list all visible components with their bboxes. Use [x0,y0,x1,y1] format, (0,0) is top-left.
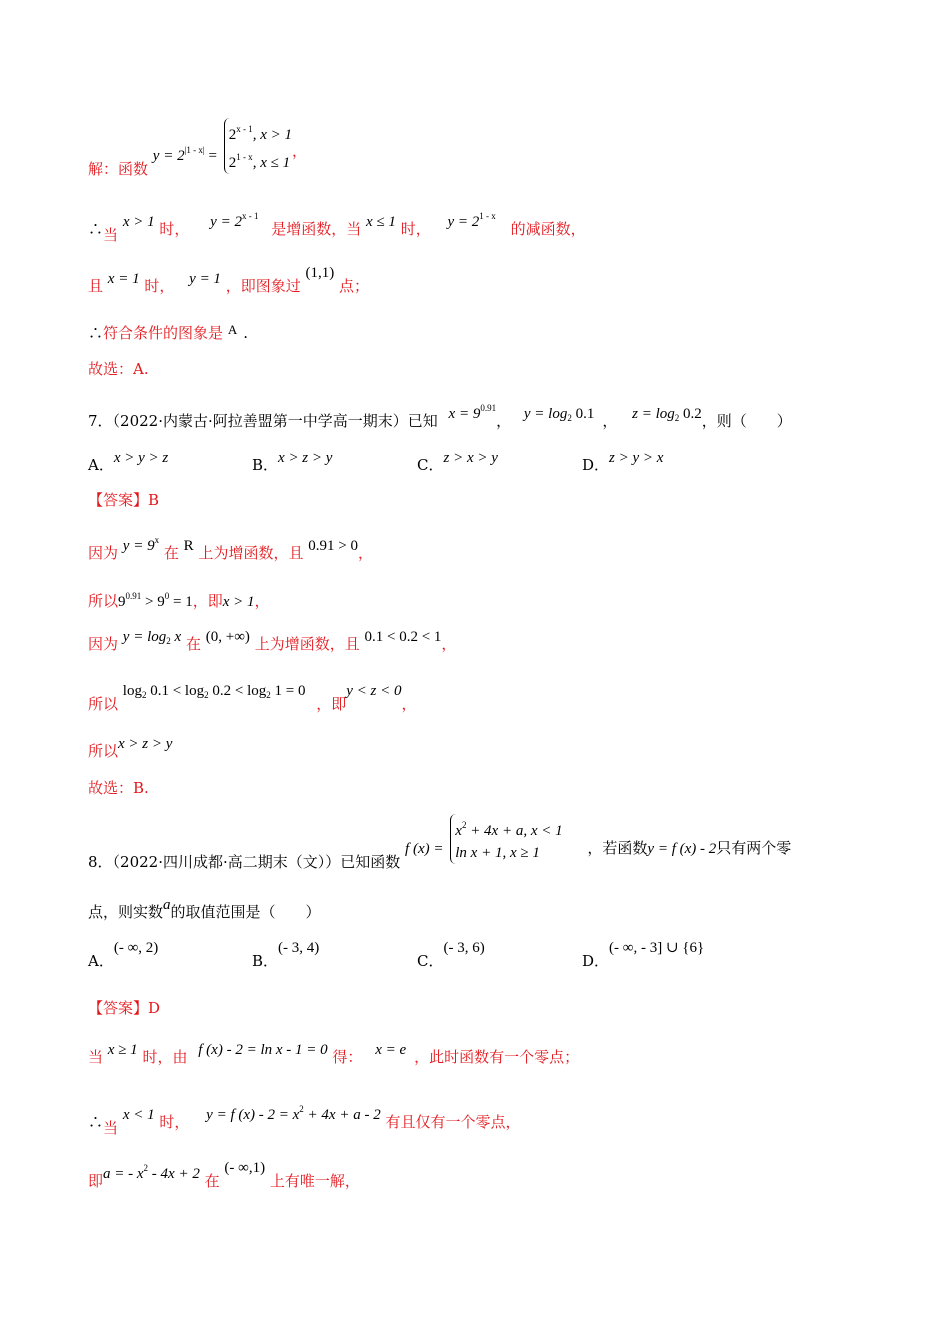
q8-stem-text: 只有两个零 [716,839,792,857]
math-expr: x = e [375,1042,407,1058]
option-label: A． [88,952,114,970]
sol6-line2 [88,211,586,244]
math-expr: x > 1 [222,594,255,610]
sol-text: 所以 [88,592,119,610]
piecewise-brace [224,118,292,174]
math-expr: x < 1 [122,1107,155,1123]
punct: ， [602,412,618,430]
sol6-text: 解：函数 [88,160,149,178]
sol-text: 在 [204,1172,220,1190]
math-expr: x > z > y [118,736,173,752]
math-expr: $y = 2^{|1 - x|}$ = [152,145,217,164]
q8-option-c[interactable] [417,940,485,971]
q7-stem [88,403,792,436]
option-value: x > z > y [278,450,333,466]
q8-option-a[interactable] [88,940,159,971]
option-label: C． [417,952,444,970]
math-expr: y < z < 0 [346,683,402,699]
math-expr: $y = \log_2 x$ [122,629,182,646]
sol-text: ， [254,592,270,610]
sol-text: 时， [159,1113,190,1131]
math-expr: $y = \log_2 0.1$ [523,406,595,423]
math-expr: $9^{0.91} > 9^0 = 1$ [118,591,193,610]
sol-text: 当 [103,1119,119,1137]
option-value: x > y > z [113,450,169,466]
math-expr: 0.91 > 0 [308,538,358,554]
math-expr: A [227,322,238,337]
q8-sol-line3 [88,1160,360,1192]
sol6-text: 符合条件的图象是 [103,324,224,342]
option-value: z > y > x [609,450,664,466]
math-expr: $\log_2 0.1 < \log_2 0.2 < \log_2 1 = 0$ [122,683,306,700]
option-label: B． [252,456,279,474]
case-1: $x^2 + 4x + a$, x < 1 [455,820,563,839]
sol-text: ，即 [316,695,347,713]
sol-text: 因为 [88,635,119,653]
sol-text: ， [441,635,457,653]
case-2: ln x + 1, x ≥ 1 [455,845,540,861]
option-value: (- 3, 6) [443,940,485,956]
therefore-symbol: ∴ [88,324,104,342]
punct: ， [496,412,512,430]
math-expr: R [183,538,194,554]
math-expr: $y = 2^{1 - x}$ [447,211,496,230]
therefore-symbol: ∴ [88,220,104,238]
option-value: (- ∞, - 3] ∪ {6} [609,940,705,956]
q8-stem-text: 点，则实数 [88,903,164,921]
math-expr: f (x) - 2 = ln x - 1 = 0 [198,1042,328,1058]
sol6-text: 且 [88,277,104,295]
math-expr: x ≥ 1 [107,1042,138,1058]
option-value: z > x > y [443,450,498,466]
sol-text: ，即 [192,592,223,610]
q8-stem [88,814,792,871]
q7-stem-text: 7．（2022·内蒙古·阿拉善盟第一中学高一期末）已知 [88,412,438,430]
q7-option-b[interactable] [252,450,333,475]
case-2: 2$^{1 - x}$, x ≤ 1 [228,152,291,171]
option-label: C． [417,456,444,474]
math-expr: a = - $x^2 - 4x + 2$ [103,1163,200,1182]
sol-text: 有且仅有一个零点， [385,1113,521,1131]
q8-stem-text: 的取值范围是（ ） [170,903,321,921]
sol-text: 所以 [88,742,119,760]
math-expr: $y = 2^{x - 1}$ [210,211,259,230]
q7-sol-line1 [88,535,373,564]
sol6-text: ，即图象过 [225,277,301,295]
math-expr: x ≤ 1 [366,214,396,230]
q7-sol-line2 [88,586,270,612]
sol-text: ， [401,695,417,713]
sol-text: 上为增函数，且 [254,635,360,653]
punct: ，则（ ） [701,412,792,430]
q7-option-a[interactable] [88,450,169,475]
math-expr: y = f $(x) - 2 = x^2 + 4x + a - 2$ [206,1104,381,1123]
sol-text: 上为增函数，且 [198,544,304,562]
sol6-text: 点； [339,277,370,295]
q8-answer: 【答案】D [88,999,161,1017]
sol6-text: ， [291,142,307,160]
option-value: (- ∞, 2) [113,940,159,956]
q7-option-d[interactable] [582,450,664,475]
sol-text: 得： [332,1048,363,1066]
sol6-line1 [88,118,307,178]
math-expr: $x = 9^{0.91}$ [448,403,497,422]
option-label: D． [582,952,610,970]
case-1: 2$^{x - 1}$, x > 1 [228,124,292,143]
option-value: (- 3, 4) [278,940,320,956]
sol6-text: 是增函数，当 [271,220,362,238]
q8-sol-line2 [88,1104,521,1137]
option-label: D． [582,456,610,474]
q7-answer: 【答案】B [88,491,160,509]
q8-option-d[interactable] [582,940,705,971]
q8-option-b[interactable] [252,940,320,971]
math-expr: 0.1 < 0.2 < 1 [364,629,442,645]
sol-text: 在 [163,544,179,562]
sol6-text: 当 [103,226,119,244]
sol-text: 因为 [88,544,119,562]
sol6-text: 时， [400,220,431,238]
q8-stem-line2 [88,897,321,923]
q7-sol-line4 [88,683,417,719]
sol-text: 所以 [88,695,119,713]
math-expr: (1,1) [305,265,335,281]
piecewise-brace [450,814,562,864]
math-expr: f (x) = [405,841,444,857]
sol-text: 上有唯一解， [269,1172,360,1190]
sol6-text: 时， [159,220,190,238]
math-expr: a [163,897,171,913]
sol6-text: 时， [144,277,175,295]
q8-stem-text: 8．（2022·四川成都·高二期末（文））已知函数 [88,853,401,871]
math-expr: y = f (x) - 2 [647,841,717,857]
sol-text: ， [357,544,373,562]
sol-text: 即 [88,1172,104,1190]
q7-sol-line5 [88,736,173,762]
therefore-symbol: ∴ [88,1113,104,1131]
q7-sol-line3 [88,629,457,659]
sol6-line4 [88,323,248,344]
math-expr: x > 1 [122,214,155,230]
math-expr: (- ∞,1) [224,1160,266,1176]
math-expr: $y = 9^x$ [122,535,160,554]
sol6-conclusion: 故选：A. [88,360,149,378]
sol6-text: 的减函数， [510,220,586,238]
sol6-line3 [88,265,370,297]
sol6-text: . [243,324,248,342]
q8-stem-text: ，若函数 [587,839,648,857]
sol-text: 在 [185,635,201,653]
q7-conclusion: 故选：B. [88,779,149,797]
sol-text: 当 [88,1048,104,1066]
sol-text: ，此时函数有一个零点； [414,1048,580,1066]
sol-text: 时，由 [142,1048,188,1066]
option-label: A． [88,456,114,474]
math-expr: x = 1 [107,271,140,287]
math-expr: y = 1 [189,271,221,287]
option-label: B． [252,952,279,970]
math-expr: $z = \log_2 0.2$ [632,406,702,423]
q7-option-c[interactable] [417,450,498,475]
q8-sol-line1 [88,1042,580,1068]
math-expr: (0, +∞) [205,629,250,645]
